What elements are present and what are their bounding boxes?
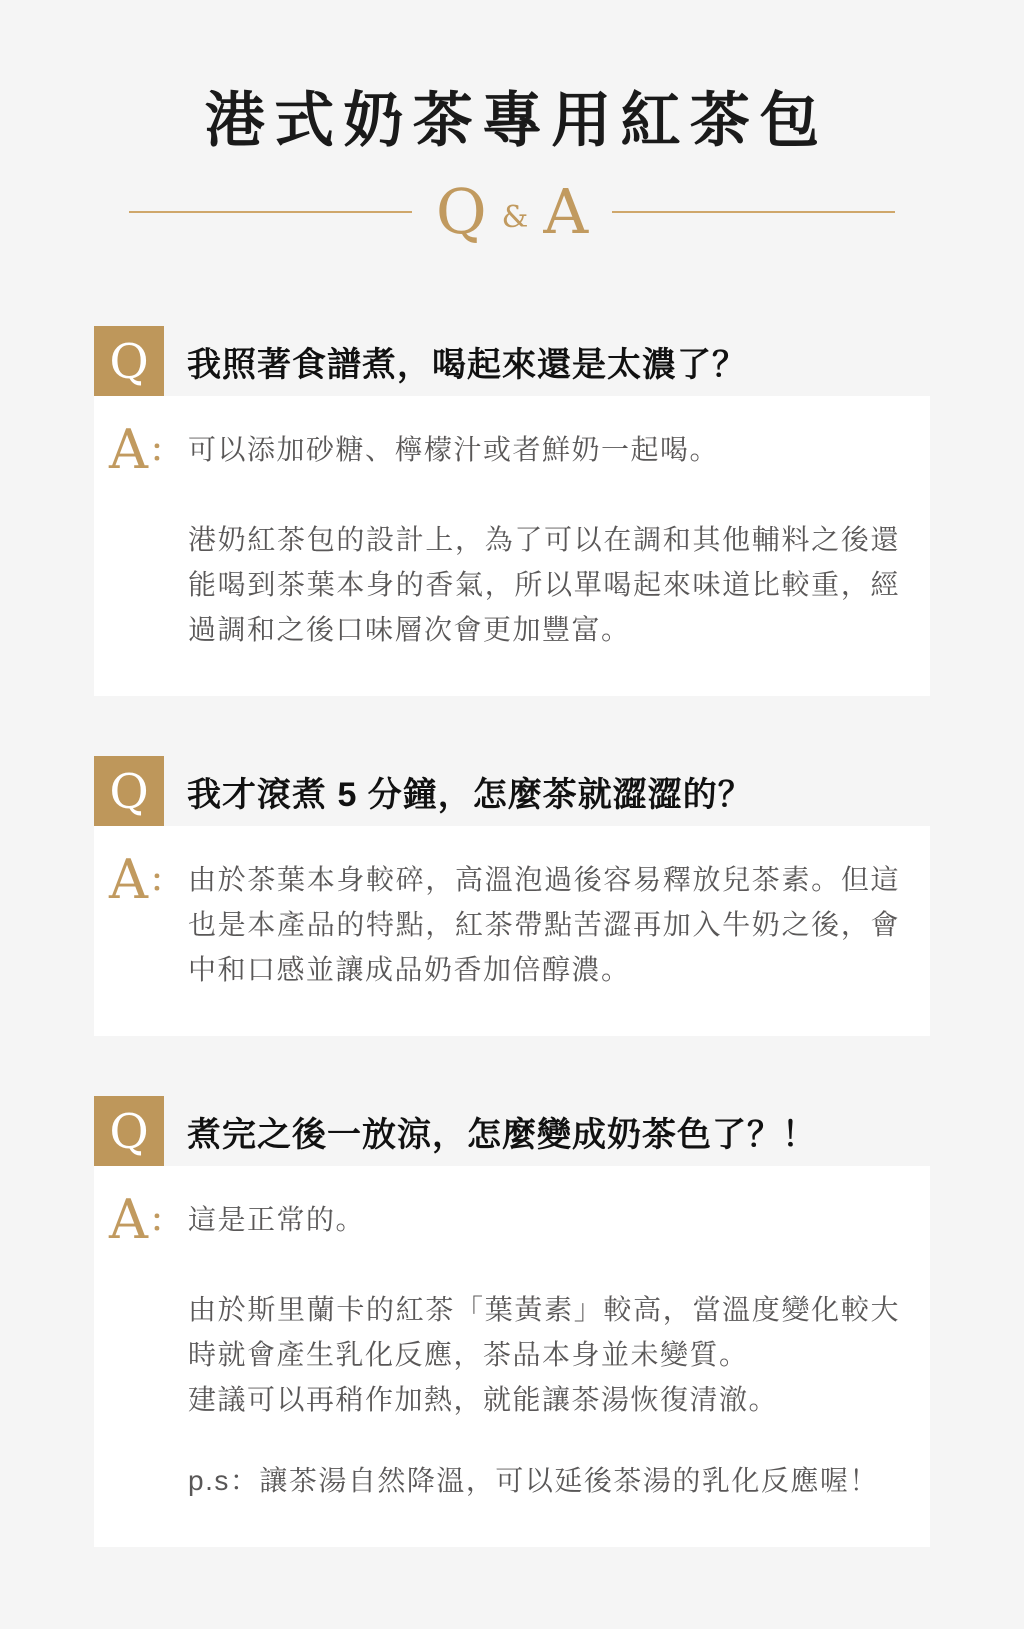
question-badge — [94, 756, 164, 826]
a-letter: A — [109, 1188, 148, 1251]
answer-lead: 由於茶葉本身較碎，高溫泡過後容易釋放兒茶素。但這也是本產品的特點，紅茶帶點苦澀再加入牛奶之後，會中和口感並讓成品奶香加倍醇濃。 — [188, 864, 900, 985]
answer-label — [94, 848, 188, 911]
a-colon: ： — [150, 1205, 180, 1238]
a-colon: ： — [150, 865, 180, 898]
q-letter: Q — [109, 334, 149, 390]
q-letter: Q — [109, 1104, 149, 1160]
question-row — [94, 326, 930, 396]
answer-card — [94, 1166, 930, 1547]
qa-ampersand: & — [501, 199, 529, 235]
faq-list — [0, 326, 1024, 1547]
faq-item — [94, 756, 930, 1036]
answer-card — [94, 826, 930, 1036]
answer-lead: 這是正常的。 — [188, 1204, 366, 1235]
divider-line-right — [612, 211, 895, 213]
a-letter: A — [109, 418, 148, 481]
answer-label — [94, 1188, 188, 1251]
question-badge — [94, 1096, 164, 1166]
qa-letter-q: Q — [435, 175, 487, 248]
question-text: 煮完之後一放涼，怎麼變成奶茶色了？！ — [187, 1115, 817, 1154]
qa-heading — [0, 175, 1024, 248]
answer-postscript: p.s：讓茶湯自然降溫，可以延後茶湯的乳化反應喔！ — [188, 1465, 879, 1496]
answer-detail: 港奶紅茶包的設計上，為了可以在調和其他輔料之後還能喝到茶葉本身的香氣，所以單喝起來味道比較重，經過調和之後口味層次會更加豐富。 — [188, 524, 900, 645]
question-badge — [94, 326, 164, 396]
qa-letter-a: A — [543, 175, 589, 248]
answer-body — [188, 1197, 900, 1503]
answer-detail-line2: 建議可以再稍作加熱，就能讓茶湯恢復清澈。 — [188, 1384, 779, 1415]
page-title: 港式奶茶專用紅茶包 — [204, 86, 829, 156]
answer-detail: 由於斯里蘭卡的紅茶「葉黃素」較高，當溫度變化較大時就會產生乳化反應，茶品本身並未變質。 — [188, 1294, 900, 1370]
faq-item — [94, 1096, 930, 1547]
divider-line-left — [129, 211, 412, 213]
question-text: 我照著食譜煮，喝起來還是太濃了？ — [187, 345, 747, 384]
answer-card — [94, 396, 930, 696]
question-row — [94, 1096, 930, 1166]
a-letter: A — [109, 848, 148, 911]
a-colon: ： — [150, 435, 180, 468]
question-row — [94, 756, 930, 826]
faq-item — [94, 326, 930, 696]
answer-lead: 可以添加砂糖、檸檬汁或者鮮奶一起喝。 — [188, 434, 720, 465]
question-text: 我才滾煮 5 分鐘，怎麼茶就澀澀的？ — [187, 775, 753, 814]
answer-label — [94, 418, 188, 481]
q-letter: Q — [109, 764, 149, 820]
answer-body — [188, 427, 900, 652]
qa-heading-text — [435, 175, 589, 248]
answer-body — [188, 857, 900, 992]
